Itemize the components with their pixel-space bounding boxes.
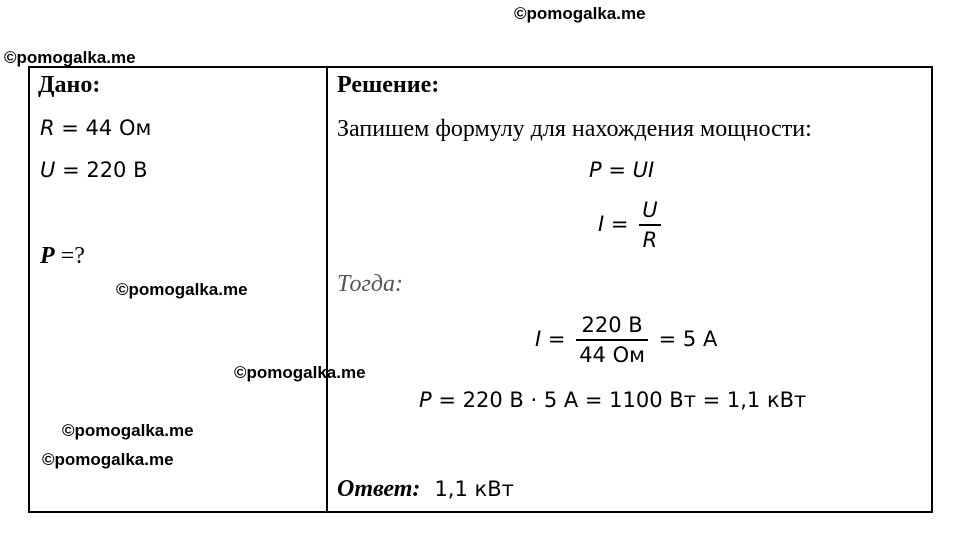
- calc-current-result: = 5 А: [658, 326, 718, 351]
- formula-current-eq: =: [610, 211, 629, 236]
- formula-current: [598, 198, 665, 252]
- watermark: ©pomogalka.me: [234, 363, 366, 382]
- solution-heading: Решение:: [337, 72, 440, 98]
- solution-intro: Запишем формулу для нахождения мощности:: [337, 116, 812, 142]
- answer: [337, 476, 514, 503]
- formula-current-lhs: I: [598, 211, 605, 236]
- given-voltage: [40, 158, 148, 182]
- formula-current-fraction: [639, 198, 660, 252]
- watermark: ©pomogalka.me: [62, 421, 194, 440]
- answer-value: 1,1 кВт: [434, 477, 514, 501]
- power-symbol: P: [40, 243, 55, 269]
- calc-power-rest: = 220 В · 5 А = 1100 Вт = 1,1 кВт: [438, 388, 807, 412]
- given-resistance: [40, 116, 151, 140]
- fraction-numerator: U: [642, 198, 658, 222]
- then-label: Тогда:: [337, 271, 403, 297]
- watermark: ©pomogalka.me: [42, 450, 174, 469]
- formula-power: [589, 158, 654, 182]
- power-unknown: =?: [60, 243, 85, 269]
- resistance-symbol: R: [40, 116, 55, 140]
- watermark: ©pomogalka.me: [514, 4, 646, 23]
- voltage-symbol: U: [40, 158, 56, 182]
- fraction-denominator: 44 Ом: [579, 342, 645, 367]
- formula-power-lhs: P: [589, 158, 602, 182]
- given-unknown-power: [40, 243, 85, 270]
- formula-power-eq: =: [608, 158, 626, 182]
- calc-current: [535, 313, 717, 367]
- watermark: ©pomogalka.me: [116, 280, 248, 299]
- formula-power-rhs: UI: [632, 158, 655, 182]
- fraction-numerator: 220 В: [581, 313, 643, 337]
- column-divider: [326, 68, 328, 511]
- calc-current-lhs: I: [535, 326, 542, 351]
- given-heading: Дано:: [38, 72, 101, 98]
- watermark: ©pomogalka.me: [4, 48, 136, 67]
- calc-current-eq: =: [547, 326, 566, 351]
- calc-current-fraction: [576, 313, 648, 367]
- answer-label: Ответ:: [337, 476, 421, 502]
- resistance-value: = 44 Ом: [61, 116, 152, 140]
- voltage-value: = 220 В: [62, 158, 148, 182]
- fraction-denominator: R: [642, 227, 658, 252]
- calc-power: [419, 388, 806, 412]
- calc-power-lhs: P: [419, 388, 432, 412]
